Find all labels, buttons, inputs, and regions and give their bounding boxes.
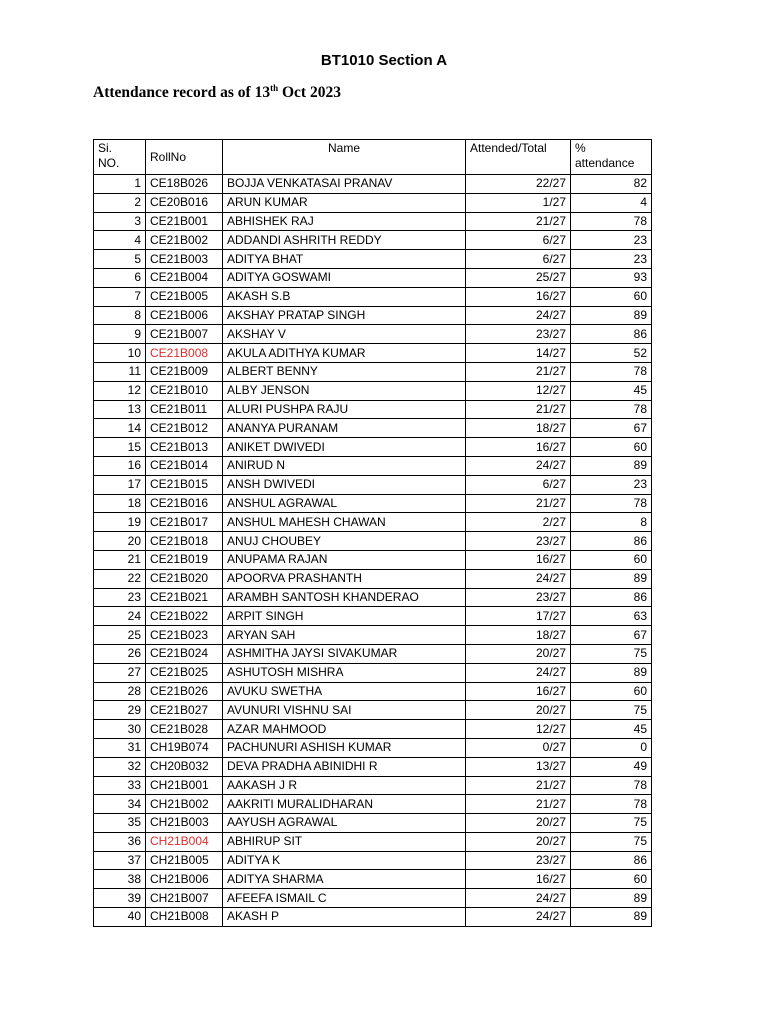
cell-attended-total: 20/27: [466, 644, 571, 663]
table-row: [94, 832, 652, 851]
table-row: [94, 532, 652, 551]
cell-roll-number: CE21B002: [146, 231, 223, 250]
cell-roll-number: CH21B007: [146, 889, 223, 908]
cell-name: AAYUSH AGRAWAL: [223, 814, 466, 833]
header-name: Name: [223, 140, 466, 175]
cell-serial-number: 14: [94, 419, 146, 438]
cell-attended-total: 6/27: [466, 475, 571, 494]
cell-attended-total: 6/27: [466, 231, 571, 250]
cell-attended-total: 23/27: [466, 532, 571, 551]
cell-name: AFEEFA ISMAIL C: [223, 889, 466, 908]
cell-serial-number: 4: [94, 231, 146, 250]
cell-name: ANIRUD N: [223, 456, 466, 475]
cell-percent-attendance: 82: [571, 175, 652, 194]
cell-name: AVUNURI VISHNU SAI: [223, 701, 466, 720]
cell-attended-total: 12/27: [466, 720, 571, 739]
cell-name: AKULA ADITHYA KUMAR: [223, 344, 466, 363]
cell-name: BOJJA VENKATASAI PRANAV: [223, 175, 466, 194]
cell-roll-number: CE21B025: [146, 663, 223, 682]
cell-serial-number: 6: [94, 268, 146, 287]
cell-roll-number: CE21B015: [146, 475, 223, 494]
table-row: [94, 607, 652, 626]
cell-serial-number: 30: [94, 720, 146, 739]
table-row: [94, 306, 652, 325]
cell-roll-number: CE21B016: [146, 494, 223, 513]
cell-attended-total: 16/27: [466, 682, 571, 701]
table-row: [94, 513, 652, 532]
cell-attended-total: 20/27: [466, 814, 571, 833]
cell-roll-number: CE21B024: [146, 644, 223, 663]
cell-roll-number: CH21B002: [146, 795, 223, 814]
cell-roll-number: CH21B003: [146, 814, 223, 833]
table-row: [94, 475, 652, 494]
cell-attended-total: 2/27: [466, 513, 571, 532]
cell-serial-number: 23: [94, 588, 146, 607]
header-serial-number: [94, 140, 146, 175]
cell-percent-attendance: 23: [571, 231, 652, 250]
cell-attended-total: 23/27: [466, 588, 571, 607]
table-row: [94, 569, 652, 588]
cell-name: ANANYA PURANAM: [223, 419, 466, 438]
cell-serial-number: 1: [94, 175, 146, 194]
table-row: [94, 419, 652, 438]
cell-name: ARYAN SAH: [223, 626, 466, 645]
cell-name: ADITYA BHAT: [223, 250, 466, 269]
table-row: [94, 250, 652, 269]
cell-roll-number: CE21B027: [146, 701, 223, 720]
cell-roll-number: CE21B012: [146, 419, 223, 438]
cell-percent-attendance: 78: [571, 400, 652, 419]
cell-roll-number: CE21B018: [146, 532, 223, 551]
header-sn-line2: NO.: [98, 156, 120, 170]
cell-percent-attendance: 78: [571, 776, 652, 795]
cell-attended-total: 20/27: [466, 701, 571, 720]
table-header-row: [94, 140, 652, 175]
cell-serial-number: 33: [94, 776, 146, 795]
cell-percent-attendance: 86: [571, 532, 652, 551]
cell-attended-total: 24/27: [466, 663, 571, 682]
cell-serial-number: 18: [94, 494, 146, 513]
cell-roll-number: CE21B006: [146, 306, 223, 325]
cell-attended-total: 24/27: [466, 889, 571, 908]
cell-serial-number: 5: [94, 250, 146, 269]
header-percent-attendance: [571, 140, 652, 175]
cell-percent-attendance: 63: [571, 607, 652, 626]
table-row: [94, 456, 652, 475]
cell-roll-number: CH21B008: [146, 908, 223, 927]
table-row: [94, 795, 652, 814]
cell-percent-attendance: 86: [571, 851, 652, 870]
cell-roll-number: CE21B013: [146, 438, 223, 457]
cell-roll-number: CE21B009: [146, 362, 223, 381]
table-row: [94, 175, 652, 194]
cell-roll-number: CE21B003: [146, 250, 223, 269]
cell-percent-attendance: 78: [571, 795, 652, 814]
cell-attended-total: 21/27: [466, 795, 571, 814]
header-pct-line2: attendance: [575, 156, 635, 170]
table-row: [94, 287, 652, 306]
cell-attended-total: 24/27: [466, 306, 571, 325]
cell-percent-attendance: 52: [571, 344, 652, 363]
cell-name: ARUN KUMAR: [223, 193, 466, 212]
table-row: [94, 720, 652, 739]
cell-name: ALBERT BENNY: [223, 362, 466, 381]
table-row: [94, 757, 652, 776]
table-row: [94, 682, 652, 701]
cell-roll-number: CE21B020: [146, 569, 223, 588]
cell-name: AKSHAY PRATAP SINGH: [223, 306, 466, 325]
cell-name: ASHMITHA JAYSI SIVAKUMAR: [223, 644, 466, 663]
cell-name: ANUJ CHOUBEY: [223, 532, 466, 551]
cell-percent-attendance: 89: [571, 569, 652, 588]
header-roll-number: RollNo: [146, 140, 223, 175]
cell-name: ADITYA K: [223, 851, 466, 870]
cell-percent-attendance: 78: [571, 212, 652, 231]
cell-percent-attendance: 23: [571, 475, 652, 494]
cell-percent-attendance: 86: [571, 325, 652, 344]
cell-serial-number: 31: [94, 738, 146, 757]
cell-name: DEVA PRADHA ABINIDHI R: [223, 757, 466, 776]
cell-percent-attendance: 75: [571, 701, 652, 720]
cell-name: AKASH S.B: [223, 287, 466, 306]
header-pct-line1: %: [575, 141, 586, 155]
cell-roll-number: CE21B005: [146, 287, 223, 306]
cell-percent-attendance: 0: [571, 738, 652, 757]
cell-serial-number: 9: [94, 325, 146, 344]
cell-attended-total: 16/27: [466, 287, 571, 306]
attendance-table: [93, 139, 652, 927]
cell-percent-attendance: 67: [571, 419, 652, 438]
cell-roll-number: CE18B026: [146, 175, 223, 194]
table-row: [94, 663, 652, 682]
table-row: [94, 588, 652, 607]
cell-roll-number: CH20B032: [146, 757, 223, 776]
cell-percent-attendance: 89: [571, 306, 652, 325]
cell-percent-attendance: 60: [571, 550, 652, 569]
cell-serial-number: 13: [94, 400, 146, 419]
cell-serial-number: 16: [94, 456, 146, 475]
header-attended-total: Attended/Total: [466, 140, 571, 175]
cell-serial-number: 15: [94, 438, 146, 457]
table-row: [94, 325, 652, 344]
cell-serial-number: 3: [94, 212, 146, 231]
table-row: [94, 701, 652, 720]
cell-percent-attendance: 75: [571, 832, 652, 851]
cell-roll-number: CH19B074: [146, 738, 223, 757]
subtitle-superscript: th: [270, 83, 279, 93]
cell-attended-total: 16/27: [466, 438, 571, 457]
cell-roll-number: CE21B010: [146, 381, 223, 400]
table-row: [94, 908, 652, 927]
cell-roll-number: CH21B004: [146, 832, 223, 851]
cell-percent-attendance: 89: [571, 908, 652, 927]
cell-name: ADITYA GOSWAMI: [223, 268, 466, 287]
cell-roll-number: CE21B014: [146, 456, 223, 475]
cell-name: AVUKU SWETHA: [223, 682, 466, 701]
cell-name: ASHUTOSH MISHRA: [223, 663, 466, 682]
cell-name: ALURI PUSHPA RAJU: [223, 400, 466, 419]
table-row: [94, 738, 652, 757]
cell-attended-total: 18/27: [466, 626, 571, 645]
document-subtitle: [93, 83, 341, 102]
cell-attended-total: 14/27: [466, 344, 571, 363]
cell-percent-attendance: 75: [571, 814, 652, 833]
cell-percent-attendance: 75: [571, 644, 652, 663]
cell-roll-number: CE21B019: [146, 550, 223, 569]
table-row: [94, 550, 652, 569]
cell-percent-attendance: 89: [571, 889, 652, 908]
table-row: [94, 193, 652, 212]
subtitle-suffix: Oct 2023: [278, 84, 341, 102]
cell-serial-number: 36: [94, 832, 146, 851]
cell-name: AAKASH J R: [223, 776, 466, 795]
cell-name: APOORVA PRASHANTH: [223, 569, 466, 588]
table-row: [94, 381, 652, 400]
cell-name: AKASH P: [223, 908, 466, 927]
table-row: [94, 212, 652, 231]
cell-serial-number: 38: [94, 870, 146, 889]
cell-name: PACHUNURI ASHISH KUMAR: [223, 738, 466, 757]
cell-serial-number: 40: [94, 908, 146, 927]
cell-percent-attendance: 49: [571, 757, 652, 776]
table-body: [94, 175, 652, 927]
cell-roll-number: CE21B008: [146, 344, 223, 363]
cell-roll-number: CE21B021: [146, 588, 223, 607]
cell-attended-total: 21/27: [466, 776, 571, 795]
cell-roll-number: CE21B022: [146, 607, 223, 626]
cell-attended-total: 12/27: [466, 381, 571, 400]
cell-name: ABHISHEK RAJ: [223, 212, 466, 231]
cell-serial-number: 19: [94, 513, 146, 532]
cell-percent-attendance: 89: [571, 456, 652, 475]
cell-name: ADITYA SHARMA: [223, 870, 466, 889]
cell-name: ANSH DWIVEDI: [223, 475, 466, 494]
cell-attended-total: 16/27: [466, 550, 571, 569]
cell-percent-attendance: 45: [571, 720, 652, 739]
table-row: [94, 494, 652, 513]
cell-attended-total: 17/27: [466, 607, 571, 626]
cell-percent-attendance: 60: [571, 682, 652, 701]
table-row: [94, 644, 652, 663]
cell-attended-total: 1/27: [466, 193, 571, 212]
cell-attended-total: 18/27: [466, 419, 571, 438]
cell-name: ALBY JENSON: [223, 381, 466, 400]
cell-roll-number: CE21B023: [146, 626, 223, 645]
cell-serial-number: 10: [94, 344, 146, 363]
cell-serial-number: 22: [94, 569, 146, 588]
cell-name: ARAMBH SANTOSH KHANDERAO: [223, 588, 466, 607]
table-row: [94, 231, 652, 250]
cell-serial-number: 8: [94, 306, 146, 325]
cell-name: ANSHUL AGRAWAL: [223, 494, 466, 513]
cell-percent-attendance: 89: [571, 663, 652, 682]
cell-attended-total: 21/27: [466, 400, 571, 419]
table-row: [94, 776, 652, 795]
cell-roll-number: CE21B001: [146, 212, 223, 231]
cell-roll-number: CE21B026: [146, 682, 223, 701]
cell-attended-total: 24/27: [466, 456, 571, 475]
cell-percent-attendance: 4: [571, 193, 652, 212]
header-sn-line1: Si.: [98, 141, 113, 155]
table-row: [94, 438, 652, 457]
cell-name: AKSHAY V: [223, 325, 466, 344]
cell-attended-total: 6/27: [466, 250, 571, 269]
cell-roll-number: CE21B011: [146, 400, 223, 419]
cell-serial-number: 24: [94, 607, 146, 626]
cell-attended-total: 24/27: [466, 569, 571, 588]
cell-serial-number: 21: [94, 550, 146, 569]
cell-attended-total: 23/27: [466, 325, 571, 344]
cell-serial-number: 20: [94, 532, 146, 551]
cell-attended-total: 25/27: [466, 268, 571, 287]
cell-serial-number: 29: [94, 701, 146, 720]
table-row: [94, 889, 652, 908]
cell-serial-number: 7: [94, 287, 146, 306]
cell-attended-total: 23/27: [466, 851, 571, 870]
cell-name: ABHIRUP SIT: [223, 832, 466, 851]
cell-attended-total: 21/27: [466, 212, 571, 231]
cell-serial-number: 26: [94, 644, 146, 663]
cell-serial-number: 2: [94, 193, 146, 212]
cell-serial-number: 34: [94, 795, 146, 814]
cell-serial-number: 37: [94, 851, 146, 870]
cell-name: ADDANDI ASHRITH REDDY: [223, 231, 466, 250]
subtitle-prefix: Attendance record as of 13: [93, 84, 271, 102]
cell-roll-number: CH21B006: [146, 870, 223, 889]
cell-percent-attendance: 60: [571, 870, 652, 889]
cell-percent-attendance: 45: [571, 381, 652, 400]
cell-serial-number: 28: [94, 682, 146, 701]
cell-percent-attendance: 93: [571, 268, 652, 287]
cell-percent-attendance: 86: [571, 588, 652, 607]
cell-percent-attendance: 23: [571, 250, 652, 269]
cell-name: ARPIT SINGH: [223, 607, 466, 626]
cell-name: ANIKET DWIVEDI: [223, 438, 466, 457]
cell-name: AZAR MAHMOOD: [223, 720, 466, 739]
cell-attended-total: 0/27: [466, 738, 571, 757]
cell-roll-number: CE20B016: [146, 193, 223, 212]
table-row: [94, 626, 652, 645]
table-row: [94, 344, 652, 363]
cell-attended-total: 21/27: [466, 362, 571, 381]
cell-percent-attendance: 67: [571, 626, 652, 645]
cell-roll-number: CH21B005: [146, 851, 223, 870]
cell-roll-number: CE21B004: [146, 268, 223, 287]
cell-name: ANUPAMA RAJAN: [223, 550, 466, 569]
cell-percent-attendance: 60: [571, 287, 652, 306]
cell-attended-total: 20/27: [466, 832, 571, 851]
cell-percent-attendance: 78: [571, 362, 652, 381]
cell-attended-total: 13/27: [466, 757, 571, 776]
table-row: [94, 400, 652, 419]
cell-attended-total: 22/27: [466, 175, 571, 194]
cell-attended-total: 16/27: [466, 870, 571, 889]
table-row: [94, 362, 652, 381]
cell-roll-number: CH21B001: [146, 776, 223, 795]
cell-roll-number: CE21B017: [146, 513, 223, 532]
cell-roll-number: CE21B028: [146, 720, 223, 739]
cell-serial-number: 12: [94, 381, 146, 400]
cell-attended-total: 24/27: [466, 908, 571, 927]
table-row: [94, 870, 652, 889]
table-row: [94, 268, 652, 287]
cell-name: AAKRITI MURALIDHARAN: [223, 795, 466, 814]
cell-serial-number: 11: [94, 362, 146, 381]
cell-percent-attendance: 78: [571, 494, 652, 513]
cell-percent-attendance: 60: [571, 438, 652, 457]
cell-serial-number: 35: [94, 814, 146, 833]
cell-serial-number: 32: [94, 757, 146, 776]
cell-roll-number: CE21B007: [146, 325, 223, 344]
cell-serial-number: 17: [94, 475, 146, 494]
cell-serial-number: 39: [94, 889, 146, 908]
table-row: [94, 851, 652, 870]
cell-serial-number: 27: [94, 663, 146, 682]
cell-attended-total: 21/27: [466, 494, 571, 513]
cell-name: ANSHUL MAHESH CHAWAN: [223, 513, 466, 532]
cell-percent-attendance: 8: [571, 513, 652, 532]
table-row: [94, 814, 652, 833]
document-title: BT1010 Section A: [320, 52, 448, 69]
cell-serial-number: 25: [94, 626, 146, 645]
